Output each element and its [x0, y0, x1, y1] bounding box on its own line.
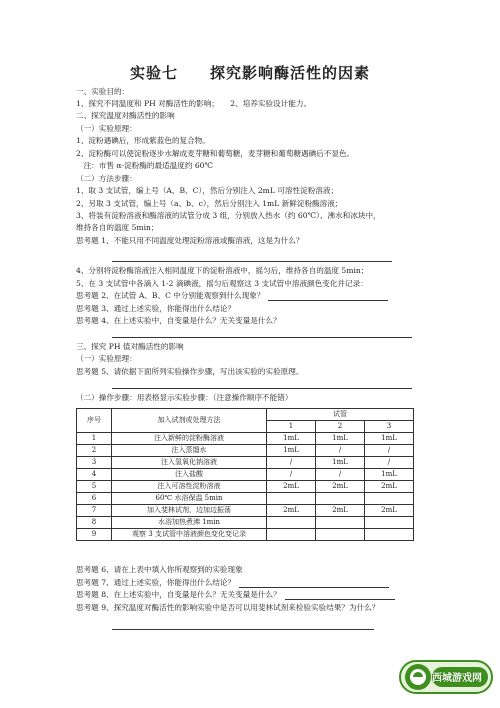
question-6: 思考题 6、请在上表中填入你所观察到的实验现象 [76, 565, 243, 574]
question-4: 思考题 4、在上述实验中，自变量是什么？无关变量是什么？ [76, 316, 281, 325]
row-operation: 观察 3 支试管中溶液颜色变化变记录 [112, 529, 267, 541]
tube-value: 1mL [316, 433, 365, 445]
row-operation: 注入可溶性淀粉溶液 [112, 481, 267, 493]
table-row [77, 493, 414, 505]
step-line: 1、取 3 支试管，编上号（A、B、C），然后分别注入 2mL 可溶性淀粉溶液； [76, 186, 339, 195]
section-heading-temperature: 二、探究温度对酶活性的影响 [76, 111, 175, 120]
row-operation: 注入蒸馏水 [112, 445, 267, 457]
question-7: 思考题 7、通过上述实验，你能得出什么结论？ [76, 578, 389, 588]
tube-value: / [267, 469, 316, 481]
step-line: 4、分别将淀粉酶溶液注入相同温度下的淀粉溶液中，摇匀后，维持各自的温度 5min； [76, 266, 369, 275]
tube-value [316, 517, 365, 529]
step-line: 维持各自的温度 5min； [76, 223, 159, 232]
row-number: 5 [77, 481, 112, 493]
question-3: 思考题 3、通过上述实验，你能得出什么结论？ [76, 304, 236, 313]
subheading-steps: （二）方法步骤： [76, 174, 137, 183]
tube-value: 2mL [267, 505, 316, 517]
tube-value: 1mL [267, 445, 316, 457]
tube-value: / [365, 445, 414, 457]
table-row [77, 457, 414, 469]
tube-value [267, 529, 316, 541]
purpose-items: 1、探究不同温度和 PH 对酶活性的影响； 2、培养实验设计能力。 [76, 99, 312, 108]
tube-number: 1 [267, 421, 316, 433]
table-row [77, 505, 414, 517]
table-row [77, 433, 414, 445]
section-heading-ph: 三、探究 PH 值对酶活性的影响 [76, 342, 184, 351]
row-operation: 加入斐林试剂，边加边振荡 [112, 505, 267, 517]
table-header-row [77, 409, 414, 421]
document-title: 实验七 探究影响酶活性的因素 [129, 64, 370, 82]
row-number: 7 [77, 505, 112, 517]
tube-value: 1mL [316, 457, 365, 469]
row-number: 4 [77, 469, 112, 481]
tube-value: 2mL [267, 481, 316, 493]
tube-value: 1mL [365, 469, 414, 481]
tube-value: / [267, 457, 316, 469]
row-number: 9 [77, 529, 112, 541]
tube-value [316, 493, 365, 505]
answer-line [112, 261, 392, 262]
question-1: 思考题 1、不能只用不同温度处理淀粉溶液或酶溶液，这是为什么？ [76, 236, 304, 245]
answer-line [112, 337, 412, 338]
principle-note: 注：市售 α-淀粉酶的最适温度约 60℃ [76, 161, 213, 170]
question-5: 思考题 5、请依据下面所列实验操作步骤，写出该实验的实验原理。 [76, 367, 304, 376]
row-operation: 注入氢氧化钠溶液 [112, 457, 267, 469]
tube-value: 2mL [365, 505, 414, 517]
row-number: 1 [77, 433, 112, 445]
principle-line: 1、淀粉遇碘后，形成紫蓝色的复合物。 [76, 136, 210, 145]
tube-value [365, 529, 414, 541]
header-tubes: 试管 [267, 409, 414, 421]
answer-line [112, 388, 412, 389]
table-row [77, 445, 414, 457]
tube-number: 2 [316, 421, 365, 433]
step-line: 3、将装有淀粉溶液和酶溶液的试管分成 3 组，分别放入热水（约 60℃）、沸水和冰块中， [76, 211, 381, 220]
tube-value [316, 529, 365, 541]
row-number: 6 [77, 493, 112, 505]
row-operation: 注入盐酸 [112, 469, 267, 481]
question-8: 思考题 8、在上述实验中，自变量是什么？无关变量是什么？ [76, 590, 395, 600]
question-9: 思考题 9、探究温度对酶活性的影响实验中是否可以用斐林试剂来检验实验结果？为什么？ [76, 603, 380, 612]
row-number: 8 [77, 517, 112, 529]
question-2: 思考题 2、在试管 A、B、C 中分别能观察到什么现象？ [76, 291, 388, 301]
tube-value [267, 517, 316, 529]
subheading-principle: （一）实验原理： [76, 124, 137, 133]
tube-value: / [365, 457, 414, 469]
row-operation: 注入新鲜的淀粉酶溶液 [112, 433, 267, 445]
principle-line: 2、淀粉酶可以使淀粉逐步水解成麦芽糖和葡萄糖，麦芽糖和葡萄糖遇碘后不显色。 [76, 149, 355, 158]
tube-value: / [316, 445, 365, 457]
step-line: 5、在 3 支试管中各滴入 1-2 滴碘液，摇匀后观察这 3 支试管中溶液颜色变化并记录： [76, 279, 368, 288]
tube-value: 2mL [365, 481, 414, 493]
watermark-text: 西城游戏网 [432, 673, 482, 684]
tube-value [365, 517, 414, 529]
tube-value: 1mL [365, 433, 414, 445]
row-operation: 60℃ 水浴保温 5min [112, 493, 267, 505]
table-row [77, 481, 414, 493]
answer-line [112, 629, 374, 630]
table-row [77, 517, 414, 529]
row-operation: 水浴加热煮沸 1min [112, 517, 267, 529]
table-row [77, 469, 414, 481]
section-heading-purpose: 一、实验目的： [76, 87, 130, 96]
tube-value: / [316, 469, 365, 481]
tube-value [365, 493, 414, 505]
tube-number: 3 [365, 421, 414, 433]
subheading-steps-ph: （二）操作步骤：用表格显示实验步骤：（注意操作顺序不能错） [76, 393, 293, 402]
tube-value: 2mL [316, 481, 365, 493]
tube-value [267, 493, 316, 505]
procedure-table [76, 408, 414, 541]
row-number: 3 [77, 457, 112, 469]
tube-value: 1mL [267, 433, 316, 445]
row-number: 2 [77, 445, 112, 457]
header-operation: 加入试剂或处理方法 [112, 409, 267, 433]
step-line: 2、另取 3 支试管，编上号（a、b、c），然后分别注入 1mL 新鲜淀粉酶溶液； [76, 199, 343, 208]
table-row [77, 529, 414, 541]
tube-value: 2mL [316, 505, 365, 517]
subheading-principle-ph: （一）实验原理： [76, 354, 137, 363]
header-no: 序号 [77, 409, 112, 433]
